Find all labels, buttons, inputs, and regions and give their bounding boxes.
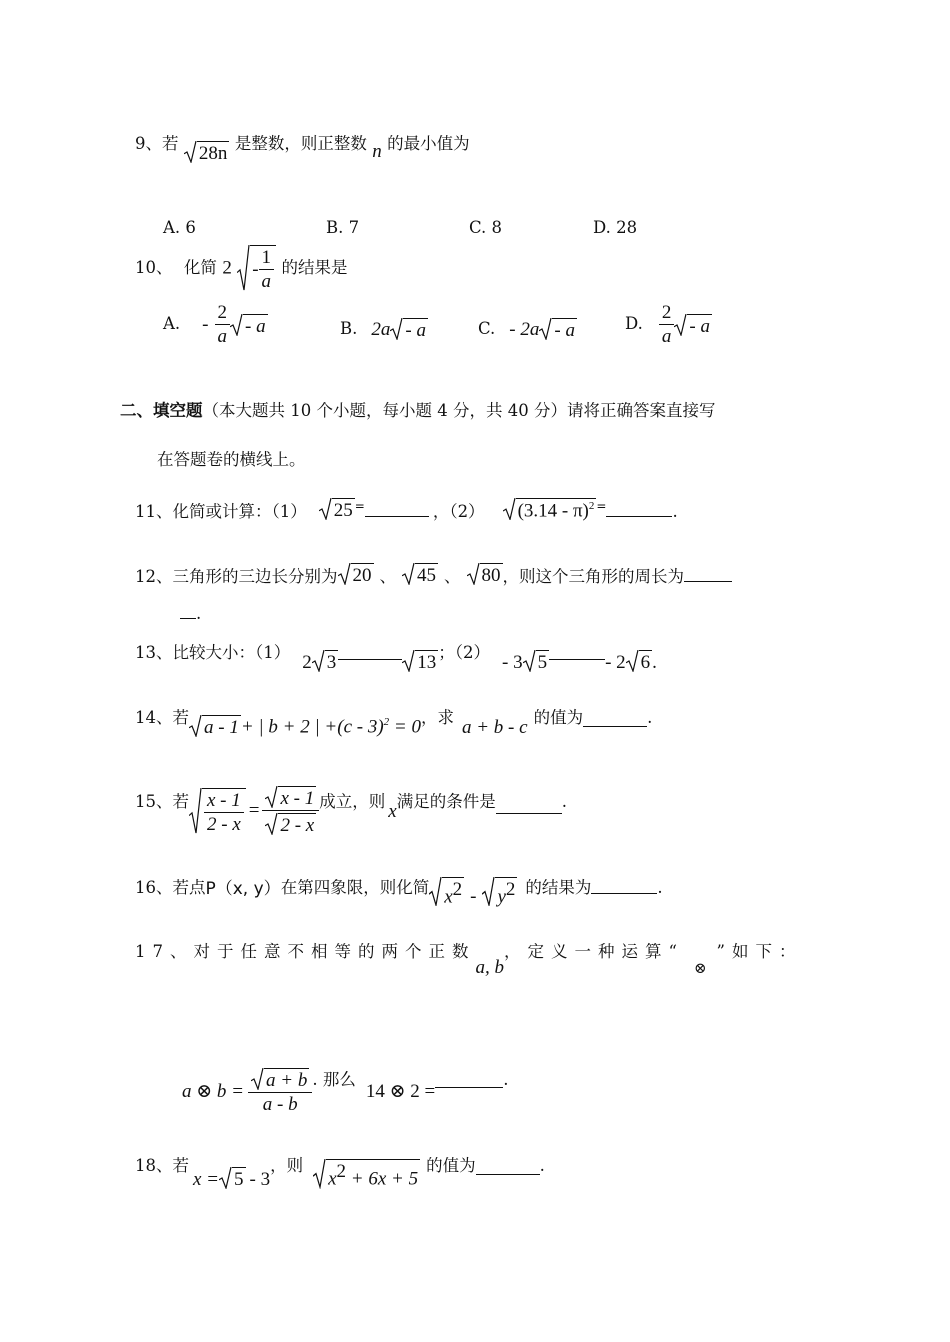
section-2-desc-line2: 在答题卷的横线上。: [157, 450, 306, 469]
q17: 17、对于任意不相等的两个正数 a, b ，定义一种运算“ ⊗ ”如下：: [135, 942, 803, 978]
sqrt-neg-1-over-a: - $\frac{1}{a}$: [237, 245, 276, 291]
answer-blank[interactable]: [591, 892, 657, 894]
q9-option-b: B. 7: [326, 218, 360, 237]
q9-option-d: D. 28: [593, 218, 638, 237]
q10: 10、 化简 2 - $\frac{1}{a}$ 的结果是: [135, 247, 348, 292]
q11: 11、化简或计算：（1） 25 = ，（2） (3.14 - π)$^2$ = .: [135, 499, 678, 522]
answer-blank[interactable]: [365, 515, 429, 517]
answer-blank[interactable]: [338, 658, 402, 660]
section-2-desc: （本大题共 10 个小题，每小题 4 分，共 40 分）请将正确答案直接写: [202, 401, 716, 420]
sqrt-28n: 28n: [184, 141, 230, 163]
answer-blank[interactable]: [684, 580, 732, 582]
q13: 13、比较大小：（1） 2 3 13 ；（2） - 3 5 - 2 6 .: [135, 643, 657, 673]
q10-option-a: A. - $\frac{2}{a}$ - a: [163, 302, 266, 347]
q12-blank-cont: .: [180, 606, 201, 623]
q9: 9、若 28n 是整数，则正整数 n 的最小值为: [135, 134, 470, 164]
answer-blank[interactable]: [476, 1173, 540, 1175]
q16: 16、若点 P（x, y） 在第四象限，则化简 $x^2$ - $y^2$ 的结果为 .: [135, 877, 663, 908]
q18: 18、若 x = 5 - 3 ，则 $x^2 + 6x + 5$ 的值为 .: [135, 1156, 545, 1190]
answer-blank[interactable]: [549, 658, 605, 660]
otimes-icon: ⊗: [693, 961, 707, 977]
answer-blank[interactable]: [606, 515, 672, 517]
q14: 14、若 a - 1 + | b + 2 | +(c - 3)$^2$ = 0 ，求 a + b - c 的值为 .: [135, 708, 653, 738]
q10-option-c: C. - 2a - a: [478, 318, 575, 341]
q9-option-c: C. 8: [469, 218, 503, 237]
answer-blank[interactable]: [583, 725, 647, 727]
q12: 12、三角形的三边长分别为 20 、 45 、 80 ，则这个三角形的周长为: [135, 563, 732, 585]
q17-definition: a ⊗ b = $\frac{a + b}{a - b}$ . 那么 14 ⊗ 2 = .: [182, 1070, 509, 1115]
answer-blank[interactable]: [180, 617, 196, 619]
point-p: P（x, y）: [205, 879, 281, 900]
q15: 15、若 $\frac{x - 1}{2 - x}$ = $\frac{x - 1}{2 - x}$ 成立，则 x 满足的条件是 .: [135, 788, 567, 836]
section-2-title: 二、填空题: [120, 401, 203, 420]
answer-blank[interactable]: [496, 812, 562, 814]
q10-option-b: B. 2a - a: [340, 318, 426, 341]
section-2-header: [120, 403, 715, 420]
q10-option-d: D. $\frac{2}{a}$ - a: [625, 302, 710, 347]
answer-blank[interactable]: [435, 1086, 503, 1088]
q9-option-a: A. 6: [163, 218, 196, 237]
